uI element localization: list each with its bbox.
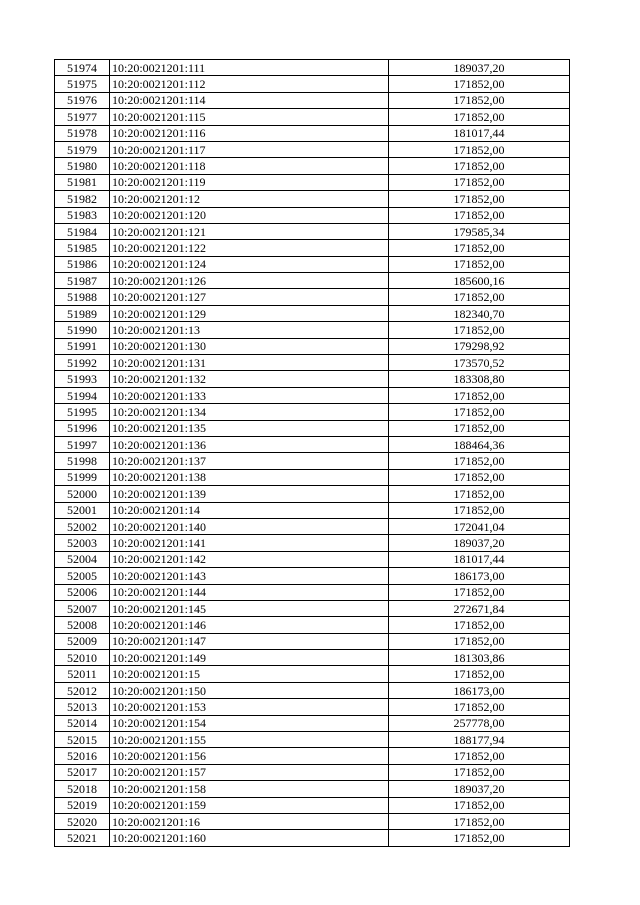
cadastral-number-cell: 10:20:0021201:140 [110, 518, 389, 534]
table-row [55, 223, 570, 239]
table-row [55, 273, 570, 289]
value-cell: 179585,34 [389, 223, 570, 239]
row-number-cell: 51990 [55, 322, 110, 338]
value-cell: 186173,00 [389, 682, 570, 698]
row-number-cell: 51988 [55, 289, 110, 305]
value-cell: 171852,00 [389, 764, 570, 780]
table-row [55, 699, 570, 715]
value-cell: 173570,52 [389, 355, 570, 371]
cadastral-number-cell: 10:20:0021201:143 [110, 568, 389, 584]
row-number-cell: 51985 [55, 240, 110, 256]
value-cell: 183308,80 [389, 371, 570, 387]
table-body [55, 60, 570, 847]
cadastral-number-cell: 10:20:0021201:131 [110, 355, 389, 371]
table-row [55, 666, 570, 682]
cadastral-number-cell: 10:20:0021201:136 [110, 436, 389, 452]
row-number-cell: 52020 [55, 813, 110, 829]
table-row [55, 76, 570, 92]
cadastral-number-cell: 10:20:0021201:15 [110, 666, 389, 682]
row-number-cell: 51995 [55, 404, 110, 420]
row-number-cell: 52010 [55, 650, 110, 666]
value-cell: 171852,00 [389, 289, 570, 305]
value-cell: 172041,04 [389, 518, 570, 534]
cadastral-number-cell: 10:20:0021201:132 [110, 371, 389, 387]
row-number-cell: 51983 [55, 207, 110, 223]
row-number-cell: 52007 [55, 600, 110, 616]
row-number-cell: 52015 [55, 732, 110, 748]
cadastral-number-cell: 10:20:0021201:135 [110, 420, 389, 436]
row-number-cell: 52017 [55, 764, 110, 780]
row-number-cell: 52000 [55, 486, 110, 502]
row-number-cell: 51989 [55, 305, 110, 321]
value-cell: 171852,00 [389, 797, 570, 813]
row-number-cell: 51996 [55, 420, 110, 436]
row-number-cell: 51994 [55, 387, 110, 403]
table-row [55, 436, 570, 452]
cadastral-number-cell: 10:20:0021201:122 [110, 240, 389, 256]
cadastral-number-cell: 10:20:0021201:153 [110, 699, 389, 715]
value-cell: 171852,00 [389, 158, 570, 174]
value-cell: 171852,00 [389, 109, 570, 125]
cadastral-number-cell: 10:20:0021201:16 [110, 813, 389, 829]
cadastral-number-cell: 10:20:0021201:129 [110, 305, 389, 321]
table-row [55, 469, 570, 485]
cadastral-number-cell: 10:20:0021201:134 [110, 404, 389, 420]
value-cell: 171852,00 [389, 453, 570, 469]
table-row [55, 240, 570, 256]
value-cell: 171852,00 [389, 141, 570, 157]
table-row [55, 92, 570, 108]
table-row [55, 732, 570, 748]
table-row [55, 191, 570, 207]
cadastral-number-cell: 10:20:0021201:130 [110, 338, 389, 354]
value-cell: 171852,00 [389, 191, 570, 207]
value-cell: 188177,94 [389, 732, 570, 748]
cadastral-number-cell: 10:20:0021201:127 [110, 289, 389, 305]
cadastral-number-cell: 10:20:0021201:145 [110, 600, 389, 616]
row-number-cell: 52021 [55, 830, 110, 846]
table-row [55, 338, 570, 354]
cadastral-number-cell: 10:20:0021201:121 [110, 223, 389, 239]
value-cell: 181017,44 [389, 125, 570, 141]
value-cell: 272671,84 [389, 600, 570, 616]
cadastral-number-cell: 10:20:0021201:114 [110, 92, 389, 108]
table-row [55, 355, 570, 371]
row-number-cell: 52009 [55, 633, 110, 649]
row-number-cell: 52013 [55, 699, 110, 715]
table-row [55, 125, 570, 141]
value-cell: 171852,00 [389, 256, 570, 272]
cadastral-number-cell: 10:20:0021201:150 [110, 682, 389, 698]
row-number-cell: 51986 [55, 256, 110, 272]
table-row [55, 535, 570, 551]
cadastral-number-cell: 10:20:0021201:120 [110, 207, 389, 223]
table-row [55, 617, 570, 633]
cadastral-number-cell: 10:20:0021201:115 [110, 109, 389, 125]
value-cell: 189037,20 [389, 781, 570, 797]
cadastral-number-cell: 10:20:0021201:158 [110, 781, 389, 797]
row-number-cell: 51984 [55, 223, 110, 239]
cadastral-number-cell: 10:20:0021201:116 [110, 125, 389, 141]
table-row [55, 682, 570, 698]
cadastral-number-cell: 10:20:0021201:118 [110, 158, 389, 174]
value-cell: 171852,00 [389, 387, 570, 403]
value-cell: 171852,00 [389, 633, 570, 649]
row-number-cell: 51979 [55, 141, 110, 157]
value-cell: 171852,00 [389, 486, 570, 502]
cadastral-number-cell: 10:20:0021201:133 [110, 387, 389, 403]
value-cell: 171852,00 [389, 666, 570, 682]
row-number-cell: 51981 [55, 174, 110, 190]
cadastral-number-cell: 10:20:0021201:138 [110, 469, 389, 485]
value-cell: 189037,20 [389, 535, 570, 551]
table-row [55, 256, 570, 272]
value-cell: 171852,00 [389, 699, 570, 715]
table-row [55, 584, 570, 600]
row-number-cell: 51998 [55, 453, 110, 469]
cadastral-number-cell: 10:20:0021201:141 [110, 535, 389, 551]
value-cell: 188464,36 [389, 436, 570, 452]
value-cell: 181303,86 [389, 650, 570, 666]
table-row [55, 633, 570, 649]
cadastral-number-cell: 10:20:0021201:12 [110, 191, 389, 207]
row-number-cell: 51980 [55, 158, 110, 174]
table-row [55, 486, 570, 502]
value-cell: 182340,70 [389, 305, 570, 321]
row-number-cell: 52012 [55, 682, 110, 698]
table-row [55, 551, 570, 567]
row-number-cell: 52011 [55, 666, 110, 682]
cadastral-value-table [54, 59, 570, 847]
row-number-cell: 52019 [55, 797, 110, 813]
row-number-cell: 52004 [55, 551, 110, 567]
table-row [55, 797, 570, 813]
row-number-cell: 52008 [55, 617, 110, 633]
table-row [55, 174, 570, 190]
cadastral-number-cell: 10:20:0021201:14 [110, 502, 389, 518]
value-cell: 171852,00 [389, 748, 570, 764]
table-row [55, 371, 570, 387]
table-row [55, 781, 570, 797]
value-cell: 171852,00 [389, 584, 570, 600]
cadastral-number-cell: 10:20:0021201:147 [110, 633, 389, 649]
cadastral-number-cell: 10:20:0021201:155 [110, 732, 389, 748]
table-row [55, 289, 570, 305]
row-number-cell: 51977 [55, 109, 110, 125]
row-number-cell: 51993 [55, 371, 110, 387]
table-row [55, 600, 570, 616]
table-row [55, 158, 570, 174]
row-number-cell: 52006 [55, 584, 110, 600]
table-row [55, 764, 570, 780]
row-number-cell: 51982 [55, 191, 110, 207]
table-row [55, 830, 570, 846]
table-row [55, 420, 570, 436]
table-row [55, 748, 570, 764]
row-number-cell: 52001 [55, 502, 110, 518]
value-cell: 171852,00 [389, 469, 570, 485]
value-cell: 171852,00 [389, 420, 570, 436]
table-row [55, 813, 570, 829]
value-cell: 181017,44 [389, 551, 570, 567]
value-cell: 179298,92 [389, 338, 570, 354]
row-number-cell: 52018 [55, 781, 110, 797]
cadastral-number-cell: 10:20:0021201:144 [110, 584, 389, 600]
row-number-cell: 52014 [55, 715, 110, 731]
table-row [55, 404, 570, 420]
cadastral-number-cell: 10:20:0021201:111 [110, 60, 389, 76]
cadastral-number-cell: 10:20:0021201:156 [110, 748, 389, 764]
table-row [55, 568, 570, 584]
table-row [55, 650, 570, 666]
table-row [55, 387, 570, 403]
table-row [55, 207, 570, 223]
value-cell: 171852,00 [389, 174, 570, 190]
cadastral-number-cell: 10:20:0021201:160 [110, 830, 389, 846]
value-cell: 171852,00 [389, 813, 570, 829]
value-cell: 171852,00 [389, 404, 570, 420]
cadastral-number-cell: 10:20:0021201:13 [110, 322, 389, 338]
table-row [55, 453, 570, 469]
row-number-cell: 52002 [55, 518, 110, 534]
value-cell: 171852,00 [389, 240, 570, 256]
row-number-cell: 51991 [55, 338, 110, 354]
cadastral-number-cell: 10:20:0021201:142 [110, 551, 389, 567]
table-row [55, 322, 570, 338]
cadastral-number-cell: 10:20:0021201:137 [110, 453, 389, 469]
value-cell: 171852,00 [389, 76, 570, 92]
row-number-cell: 51975 [55, 76, 110, 92]
table-row [55, 60, 570, 76]
cadastral-number-cell: 10:20:0021201:139 [110, 486, 389, 502]
value-cell: 189037,20 [389, 60, 570, 76]
value-cell: 186173,00 [389, 568, 570, 584]
value-cell: 257778,00 [389, 715, 570, 731]
cadastral-number-cell: 10:20:0021201:149 [110, 650, 389, 666]
cadastral-number-cell: 10:20:0021201:112 [110, 76, 389, 92]
row-number-cell: 51992 [55, 355, 110, 371]
table-row [55, 715, 570, 731]
table-row [55, 305, 570, 321]
row-number-cell: 51997 [55, 436, 110, 452]
row-number-cell: 51978 [55, 125, 110, 141]
cadastral-number-cell: 10:20:0021201:146 [110, 617, 389, 633]
value-cell: 171852,00 [389, 92, 570, 108]
table-row [55, 109, 570, 125]
row-number-cell: 51987 [55, 273, 110, 289]
value-cell: 171852,00 [389, 502, 570, 518]
cadastral-number-cell: 10:20:0021201:159 [110, 797, 389, 813]
table-row [55, 518, 570, 534]
cadastral-number-cell: 10:20:0021201:117 [110, 141, 389, 157]
cadastral-number-cell: 10:20:0021201:124 [110, 256, 389, 272]
value-cell: 171852,00 [389, 207, 570, 223]
row-number-cell: 52016 [55, 748, 110, 764]
table-row [55, 141, 570, 157]
row-number-cell: 51974 [55, 60, 110, 76]
cadastral-number-cell: 10:20:0021201:157 [110, 764, 389, 780]
value-cell: 185600,16 [389, 273, 570, 289]
row-number-cell: 51999 [55, 469, 110, 485]
cadastral-number-cell: 10:20:0021201:126 [110, 273, 389, 289]
cadastral-number-cell: 10:20:0021201:154 [110, 715, 389, 731]
row-number-cell: 51976 [55, 92, 110, 108]
row-number-cell: 52005 [55, 568, 110, 584]
value-cell: 171852,00 [389, 617, 570, 633]
value-cell: 171852,00 [389, 322, 570, 338]
row-number-cell: 52003 [55, 535, 110, 551]
table-row [55, 502, 570, 518]
cadastral-number-cell: 10:20:0021201:119 [110, 174, 389, 190]
value-cell: 171852,00 [389, 830, 570, 846]
